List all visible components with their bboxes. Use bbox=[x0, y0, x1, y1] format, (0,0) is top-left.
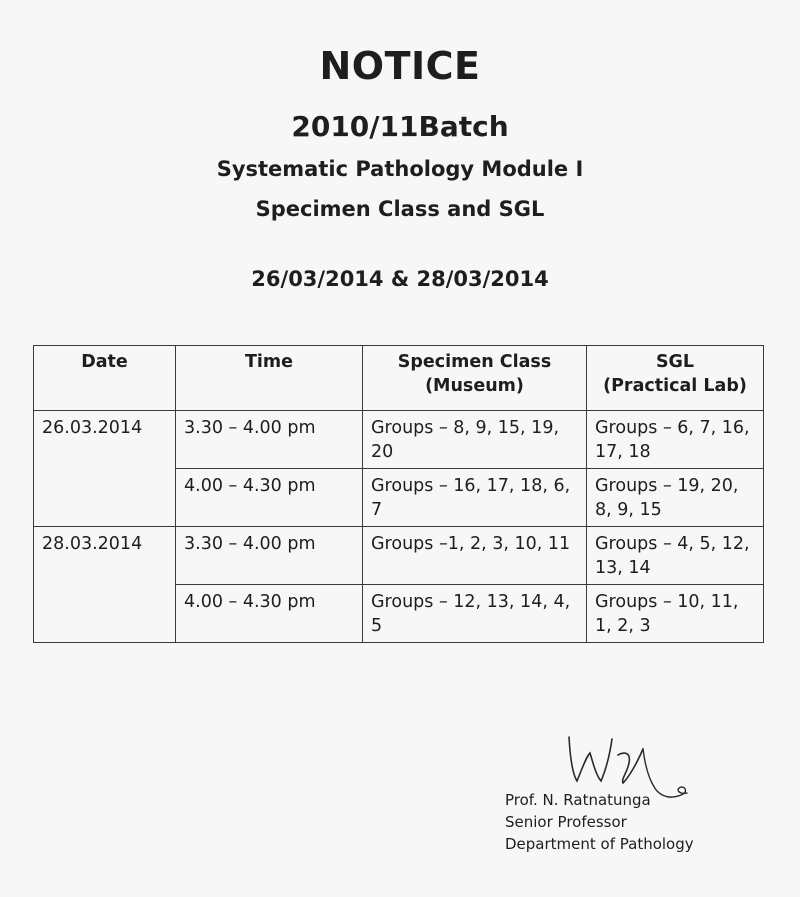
session-heading: Specimen Class and SGL bbox=[255, 197, 545, 221]
sgl-cell: Groups – 10, 11, 1, 2, 3 bbox=[587, 585, 764, 643]
schedule-table bbox=[33, 345, 764, 643]
table-header-row bbox=[34, 346, 764, 411]
time-cell: 4.00 – 4.30 pm bbox=[176, 469, 363, 527]
sgl-cell: Groups – 19, 20, 8, 9, 15 bbox=[587, 469, 764, 527]
specimen-cell: Groups – 12, 13, 14, 4, 5 bbox=[363, 585, 587, 643]
specimen-cell: Groups – 16, 17, 18, 6, 7 bbox=[363, 469, 587, 527]
time-cell: 3.30 – 4.00 pm bbox=[176, 527, 363, 585]
module-heading: Systematic Pathology Module I bbox=[216, 157, 584, 181]
header-sgl-line1: SGL bbox=[655, 352, 695, 372]
signatory-role: Senior Professor bbox=[505, 813, 627, 831]
header-sgl bbox=[587, 346, 764, 411]
header-specimen-line2: (Museum) bbox=[425, 376, 524, 397]
header-specimen-class bbox=[363, 346, 587, 411]
specimen-cell: Groups –1, 2, 3, 10, 11 bbox=[363, 527, 587, 585]
dates-heading: 26/03/2014 & 28/03/2014 bbox=[251, 267, 549, 291]
table-row bbox=[34, 411, 764, 469]
date-cell: 28.03.2014 bbox=[34, 527, 176, 643]
batch-heading: 2010/11Batch bbox=[291, 110, 509, 143]
sgl-cell: Groups – 6, 7, 16, 17, 18 bbox=[587, 411, 764, 469]
table-row bbox=[34, 527, 764, 585]
signatory-department: Department of Pathology bbox=[505, 835, 694, 853]
time-cell: 3.30 – 4.00 pm bbox=[176, 411, 363, 469]
header-sgl-line2: (Practical Lab) bbox=[603, 376, 747, 397]
sgl-cell: Groups – 4, 5, 12, 13, 14 bbox=[587, 527, 764, 585]
date-cell: 26.03.2014 bbox=[34, 411, 176, 527]
time-cell: 4.00 – 4.30 pm bbox=[176, 585, 363, 643]
signatory-name: Prof. N. Ratnatunga bbox=[505, 791, 651, 809]
header-time: Time bbox=[176, 346, 363, 411]
specimen-cell: Groups – 8, 9, 15, 19, 20 bbox=[363, 411, 587, 469]
notice-title: NOTICE bbox=[319, 44, 481, 88]
header-specimen-line1: Specimen Class bbox=[397, 352, 552, 372]
header-date: Date bbox=[34, 346, 176, 411]
